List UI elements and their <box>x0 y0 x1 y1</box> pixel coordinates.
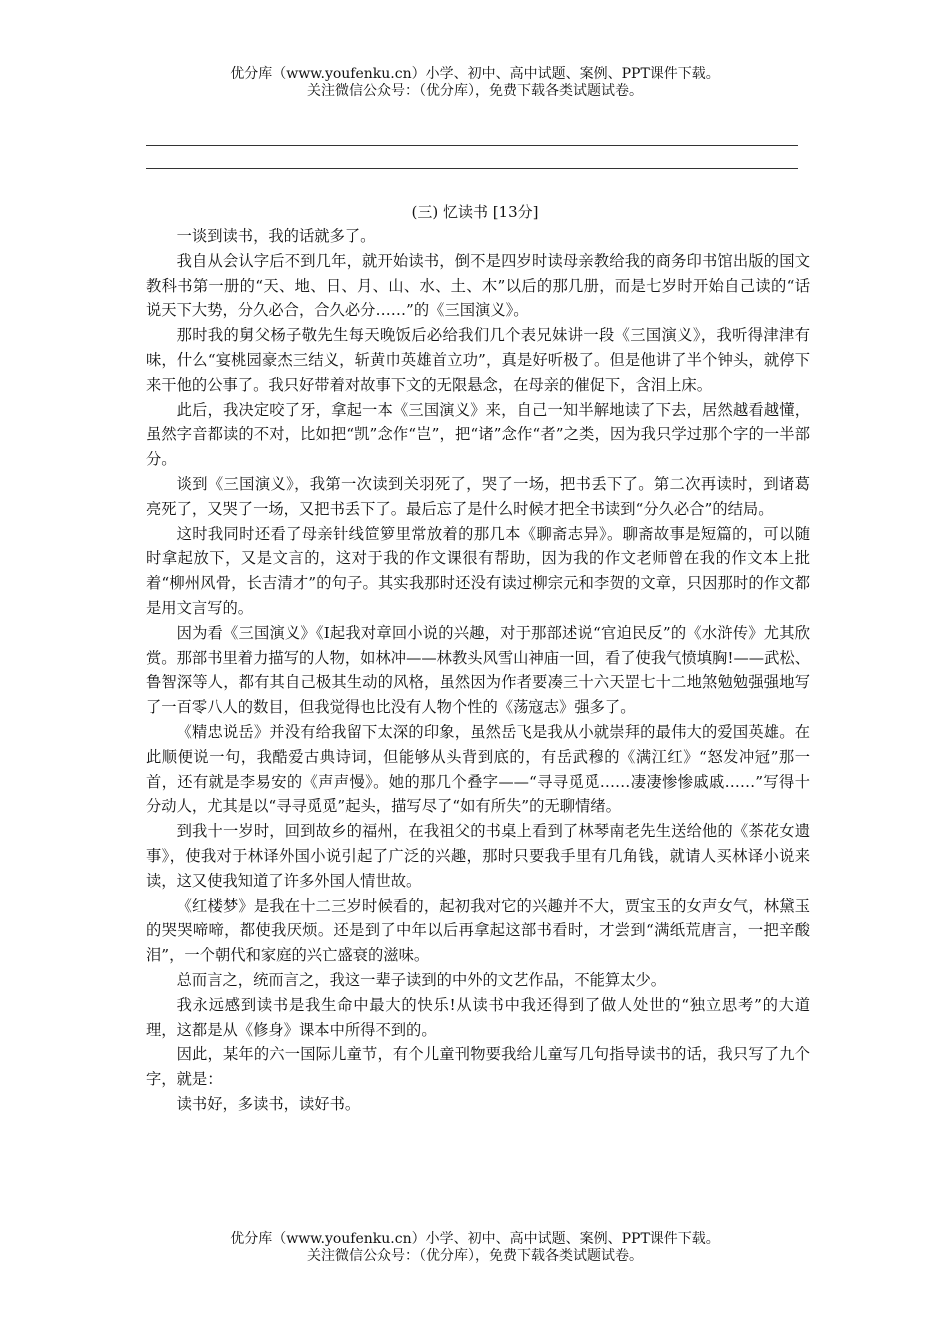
paragraph: 那时我的舅父杨子敬先生每天晚饭后必给我们几个表兄妹讲一段《三国演义》，我听得津津有味，什么“宴桃园豪杰三结义，斩黄巾英雄首立功”，真是好听极了。但是他讲了半个钟头，就停下来干他的公事了。我只好带着对故事下文的无限悬念，在母亲的催促下，含泪上床。 <box>146 326 810 394</box>
paragraph: 《精忠说岳》并没有给我留下太深的印象，虽然岳飞是我从小就崇拜的最伟大的爱国英雄。在此顺便说一句，我酷爱古典诗词，但能够从头背到底的，有岳武穆的《满江红》“怒发冲冠”那一首，还有就是李易安的《声声慢》。她的那几个叠字——“寻寻觅觅……凄凄惨惨戚戚……”写得十分动人，尤其是以“寻寻觅觅”起头，描写尽了“如有所失”的无聊情绪。 <box>146 722 810 816</box>
paragraph: 读书好，多读书，读好书。 <box>176 1094 361 1113</box>
header-site-line: 优分库（www.youfenku.cn）小学、初中、高中试题、案例、PPT课件下载。 <box>230 66 720 82</box>
paragraph: 谈到《三国演义》，我第一次读到关羽死了，哭了一场，把书丢下了。第二次再读时，到诸葛亮死了，又哭了一场，又把书丢下了。最后忘了是什么时候才把全书读到“分久必合”的结局。 <box>146 474 810 518</box>
page-header <box>0 66 950 100</box>
paragraph: 我自从会认字后不到几年，就开始读书，倒不是四岁时读母亲教给我的商务印书馆出版的国文教科书第一册的“天、地、日、月、山、水、土、木”以后的那几册，而是七岁时开始自己读的“话说天下大势，分久必合，合久必分……”的《三国演义》。 <box>146 251 810 320</box>
paragraph: 因此，某年的六一国际儿童节，有个儿童刊物要我给儿童写几句指导读书的话，我只写了九个字，就是： <box>146 1045 810 1089</box>
paragraph: 《红楼梦》是我在十二三岁时候看的，起初我对它的兴趣并不大，贾宝玉的女声女气，林黛玉的哭哭啼啼，都使我厌烦。还是到了中年以后再拿起这部书看时，才尝到“满纸荒唐言，一把辛酸泪”，一个朝代和家庭的兴亡盛衰的滋味。 <box>146 896 810 965</box>
footer-site-line: 优分库（www.youfenku.cn）小学、初中、高中试题、案例、PPT课件下载。 <box>230 1231 720 1247</box>
answer-blank-line-2 <box>146 168 798 169</box>
header-wechat-line: 关注微信公众号：（优分库），免费下载各类试题试卷。 <box>307 83 643 99</box>
answer-blank-line-1 <box>146 145 798 146</box>
section-title: (三) 忆读书 [13分] <box>411 203 539 221</box>
footer-wechat-line: 关注微信公众号：（优分库），免费下载各类试题试卷。 <box>307 1248 643 1264</box>
page-footer <box>0 1231 950 1265</box>
paragraph: 总而言之，统而言之，我这一辈子读到的中外的文艺作品，不能算太少。 <box>176 970 667 989</box>
paragraph: 到我十一岁时，回到故乡的福州，在我祖父的书桌上看到了林琴南老先生送给他的《茶花女遗事》，使我对于林译外国小说引起了广泛的兴趣，那时只要我手里有几角钱，就请人买林译小说来读，这又使我知道了许多外国人情世故。 <box>146 822 810 890</box>
paragraph: 因为看《三国演义》《I起我对章回小说的兴趣，对于那部述说“官迫民反”的《水浒传》尤其欣赏。那部书里着力描写的人物，如林冲——林教头风雪山神庙一回，看了使我气愤填胸!——武松、鲁智深等人，都有其自己极其生动的风格，虽然因为作者要凑三十六天罡七十二地煞勉勉强强地写了一百零八人的数目，但我觉得也比没有人物个性的《荡寇志》强多了。 <box>146 623 810 717</box>
paragraph: 一谈到读书，我的话就多了。 <box>176 227 376 245</box>
paragraph: 我永远感到读书是我生命中最大的快乐!从读书中我还得到了做人处世的“独立思考”的大道理，这都是从《修身》课本中所得不到的。 <box>146 995 810 1039</box>
article-body <box>146 224 810 1117</box>
paragraph: 这时我同时还看了母亲针线笸箩里常放着的那几本《聊斋志异》。聊斋故事是短篇的，可以随时拿起放下，又是文言的，这对于我的作文课很有帮助，因为我的作文老师曾在我的作文本上批着“柳州风骨，长吉清才”的句子。其实我那时还没有读过柳宗元和李贺的文章，只因那时的作文都是用文言写的。 <box>146 524 810 617</box>
paragraph: 此后，我决定咬了牙，拿起一本《三国演义》来，自己一知半解地读了下去，居然越看越懂，虽然字音都读的不对，比如把“凯”念作“岂”，把“诸”念作“者”之类，因为我只学过那个字的一半部分。 <box>146 400 810 469</box>
